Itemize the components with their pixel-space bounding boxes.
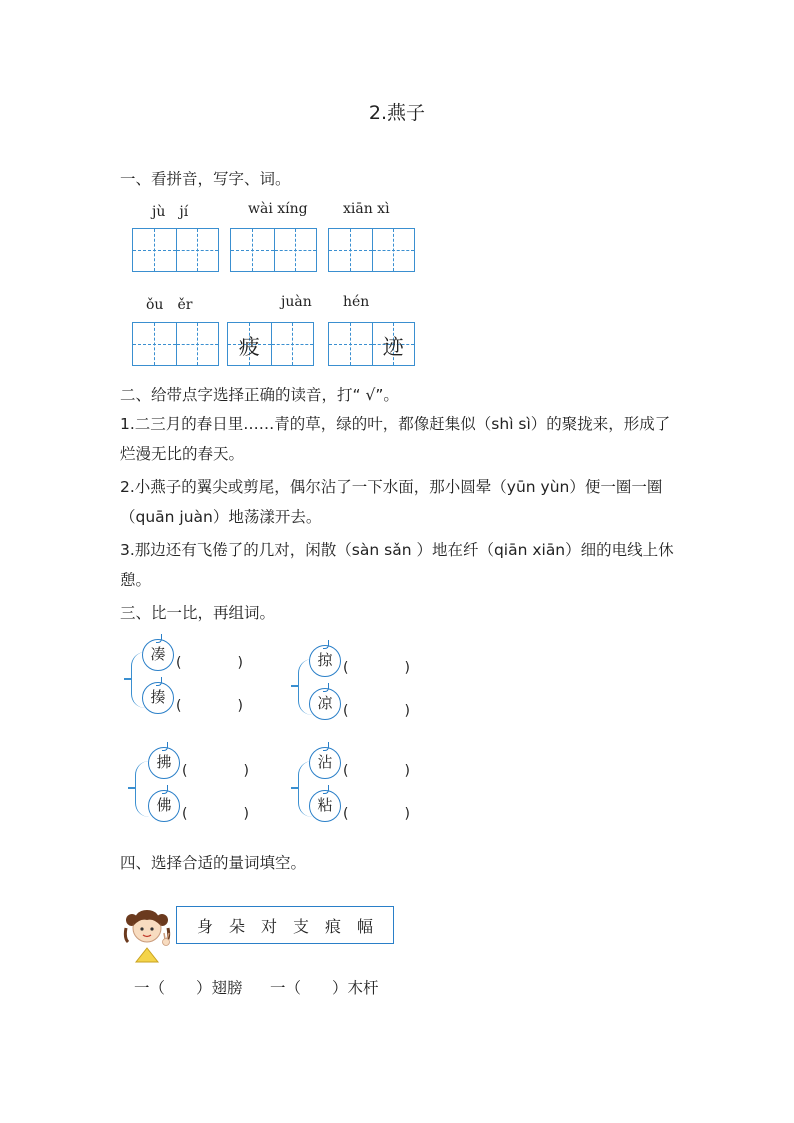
grid-cell[interactable] [133,323,176,365]
character-circle: 掠 [309,645,341,677]
grid-cell [228,323,271,365]
grid-cell[interactable] [329,323,372,365]
section-2-heading: 二、给带点字选择正确的读音，打“ √”。 [120,386,399,404]
page-title: 2.燕子 [368,102,426,124]
grid-cell[interactable] [133,229,176,271]
section-3-heading: 三、比一比，再组词。 [120,604,276,622]
character-circle: 沾 [309,747,341,779]
pinyin-label: juàn [281,294,312,310]
grid-cell[interactable] [271,323,314,365]
word-bank-item: 对 [260,916,277,936]
word-bank-item: 幅 [356,916,373,936]
answer-blank[interactable]: ( ) [182,806,249,822]
writing-grid[interactable] [132,322,219,366]
word-bank-item: 痕 [324,916,341,936]
word-bank-item: 身 [196,916,213,936]
given-character: 迹 [382,335,404,359]
character-circle: 凉 [309,688,341,720]
grid-cell[interactable] [274,229,317,271]
given-character: 疲 [238,335,260,359]
character-circle: 粘 [309,790,341,822]
grid-cell[interactable] [176,229,219,271]
answer-blank[interactable]: ( ) [176,655,243,671]
grid-cell[interactable] [329,229,372,271]
section-4-heading: 四、选择合适的量词填空。 [120,854,307,872]
character-circle: 凑 [142,639,174,671]
pinyin-label: xiān xì [343,201,390,217]
question-item: 2.小燕子的翼尖或剪尾，偶尔沾了一下水面，那小圆晕（yūn yùn）便一圈一圈（quān juàn）地荡漾开去。 [120,478,663,526]
character-circle: 拂 [148,747,180,779]
section-1-heading: 一、看拼音，写字、词。 [120,170,291,188]
writing-grid[interactable] [328,322,415,366]
writing-grid[interactable] [230,228,317,272]
pinyin-label: ǒu ěr [146,297,193,313]
word-bank-item: 支 [292,916,309,936]
grid-cell [372,323,415,365]
pinyin-label: jù jí [152,204,189,220]
answer-blank[interactable]: ( ) [343,806,410,822]
answer-blank[interactable]: ( ) [343,763,410,779]
question-item: 3.那边还有飞倦了的几对，闲散（sàn sǎn ）地在纤（qiān xiān）细的电线上休憩。 [120,541,674,589]
writing-grid[interactable] [227,322,314,366]
word-bank [176,906,394,944]
writing-grid[interactable] [328,228,415,272]
answer-blank[interactable]: ( ) [343,660,410,676]
fill-blank-item[interactable]: 一（ ）翅膀 [134,979,243,997]
answer-blank[interactable]: ( ) [176,698,243,714]
grid-cell[interactable] [231,229,274,271]
grid-cell[interactable] [176,323,219,365]
character-circle: 揍 [142,682,174,714]
grid-cell[interactable] [372,229,415,271]
word-bank-item: 朵 [228,916,245,936]
answer-blank[interactable]: ( ) [182,763,249,779]
answer-blank[interactable]: ( ) [343,703,410,719]
pinyin-label: wài xíng [248,201,308,217]
question-item: 1.二三月的春日里……青的草，绿的叶，都像赶集似（shì sì）的聚拢来，形成了烂漫无比的春天。 [120,415,671,463]
character-circle: 佛 [148,790,180,822]
pinyin-label: hén [343,294,370,310]
girl-illustration-icon [118,898,176,964]
writing-grid[interactable] [132,228,219,272]
fill-blank-item[interactable]: 一（ ）木杆 [270,979,379,997]
